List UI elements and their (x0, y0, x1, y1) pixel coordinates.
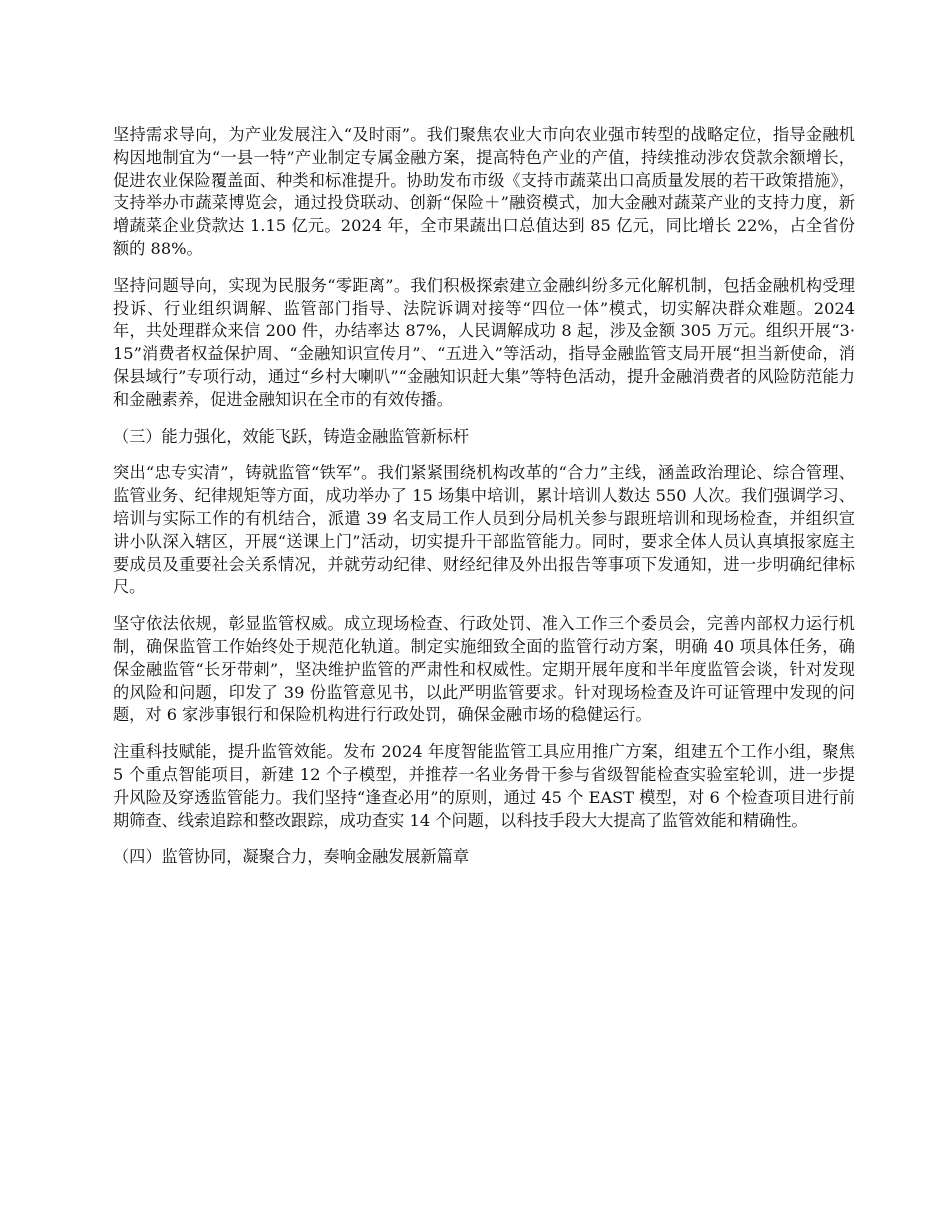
paragraph-tech-empowerment: 注重科技赋能，提升监管效能。发布 2024 年度智能监管工具应用推广方案，组建五个工作小组，聚焦 5 个重点智能项目，新建 12 个子模型，并推荐一名业务骨干参与省级智能检查实验室轮训，进一步提升风险及穿透监管能力。我们坚持“逢查必用”的原则，通过 45 个 EAST 模型，对 6 个检查项目进行前期筛查、线索追踪和整改跟踪，成功查实 14 个问题，以科技手段大大提高了监管效能和精确性。 (113, 742, 855, 830)
paragraph-demand-oriented: 坚持需求导向，为产业发展注入“及时雨”。我们聚焦农业大市向农业强市转型的战略定位，指导金融机构因地制宜为“一县一特”产业制定专属金融方案，提高特色产业的产值，持续推动涉农贷款余额增长，促进农业保险覆盖面、种类和标准提升。协助发布市级《支持市蔬菜出口高质量发展的若干政策措施》，支持举办市蔬菜博览会，通过投贷联动、创新“保险＋”融资模式，加大金融对蔬菜产业的支持力度，新增蔬菜企业贷款达 1.15 亿元。2024 年，全市果蔬出口总值达到 85 亿元，同比增长 22%，占全省份额的 88%。 (113, 125, 855, 258)
paragraph-training: 突出“忠专实清”，铸就监管“铁军”。我们紧紧围绕机构改革的“合力”主线，涵盖政治理论、综合管理、监管业务、纪律规矩等方面，成功举办了 15 场集中培训，累计培训人数达 550 人次。我们强调学习、培训与实际工作的有机结合，派遣 39 名支局工作人员到分局机关参与跟班培训和现场检查，并组织宣讲小队深入辖区，开展“送课上门”活动，切实提升干部监管能力。同时，要求全体人员认真填报家庭主要成员及重要社会关系情况，并就劳动纪律、财经纪律及外出报告等事项下发通知，进一步明确纪律标尺。 (113, 463, 855, 597)
section-heading-3: （三）能力强化，效能飞跃，铸造金融监管新标杆 (113, 426, 470, 446)
paragraph-law-enforcement: 坚守依法依规，彰显监管权威。成立现场检查、行政处罚、准入工作三个委员会，完善内部权力运行机制，确保监管工作始终处于规范化轨道。制定实施细致全面的监管行动方案，明确 40 项具体任务，确保金融监管“长牙带刺”，坚决维护监管的严肃性和权威性。定期开展年度和半年度监管会谈，针对发现的风险和问题，印发了 39 份监管意见书，以此严明监管要求。针对现场检查及许可证管理中发现的问题，对 6 家涉事银行和保险机构进行行政处罚，确保金融市场的稳健运行。 (113, 614, 855, 725)
section-heading-4: （四）监管协同，凝聚合力，奏响金融发展新篇章 (113, 847, 470, 867)
document-page (113, 124, 855, 883)
paragraph-problem-oriented: 坚持问题导向，实现为民服务“零距离”。我们积极探索建立金融纠纷多元化解机制，包括金融机构受理投诉、行业组织调解、监管部门指导、法院诉调对接等“四位一体”模式，切实解决群众难题。2024 年，共处理群众来信 200 件，办结率达 87%，人民调解成功 8 起，涉及金额 305 万元。组织开展“3·15”消费者权益保护周、“金融知识宣传月”、“五进入”等活动，指导金融监管支局开展“担当新使命，消保县域行”专项行动，通过“乡村大喇叭”“金融知识赶大集”等特色活动，提升金融消费者的风险防范能力和金融素养，促进金融知识在全市的有效传播。 (113, 275, 855, 409)
